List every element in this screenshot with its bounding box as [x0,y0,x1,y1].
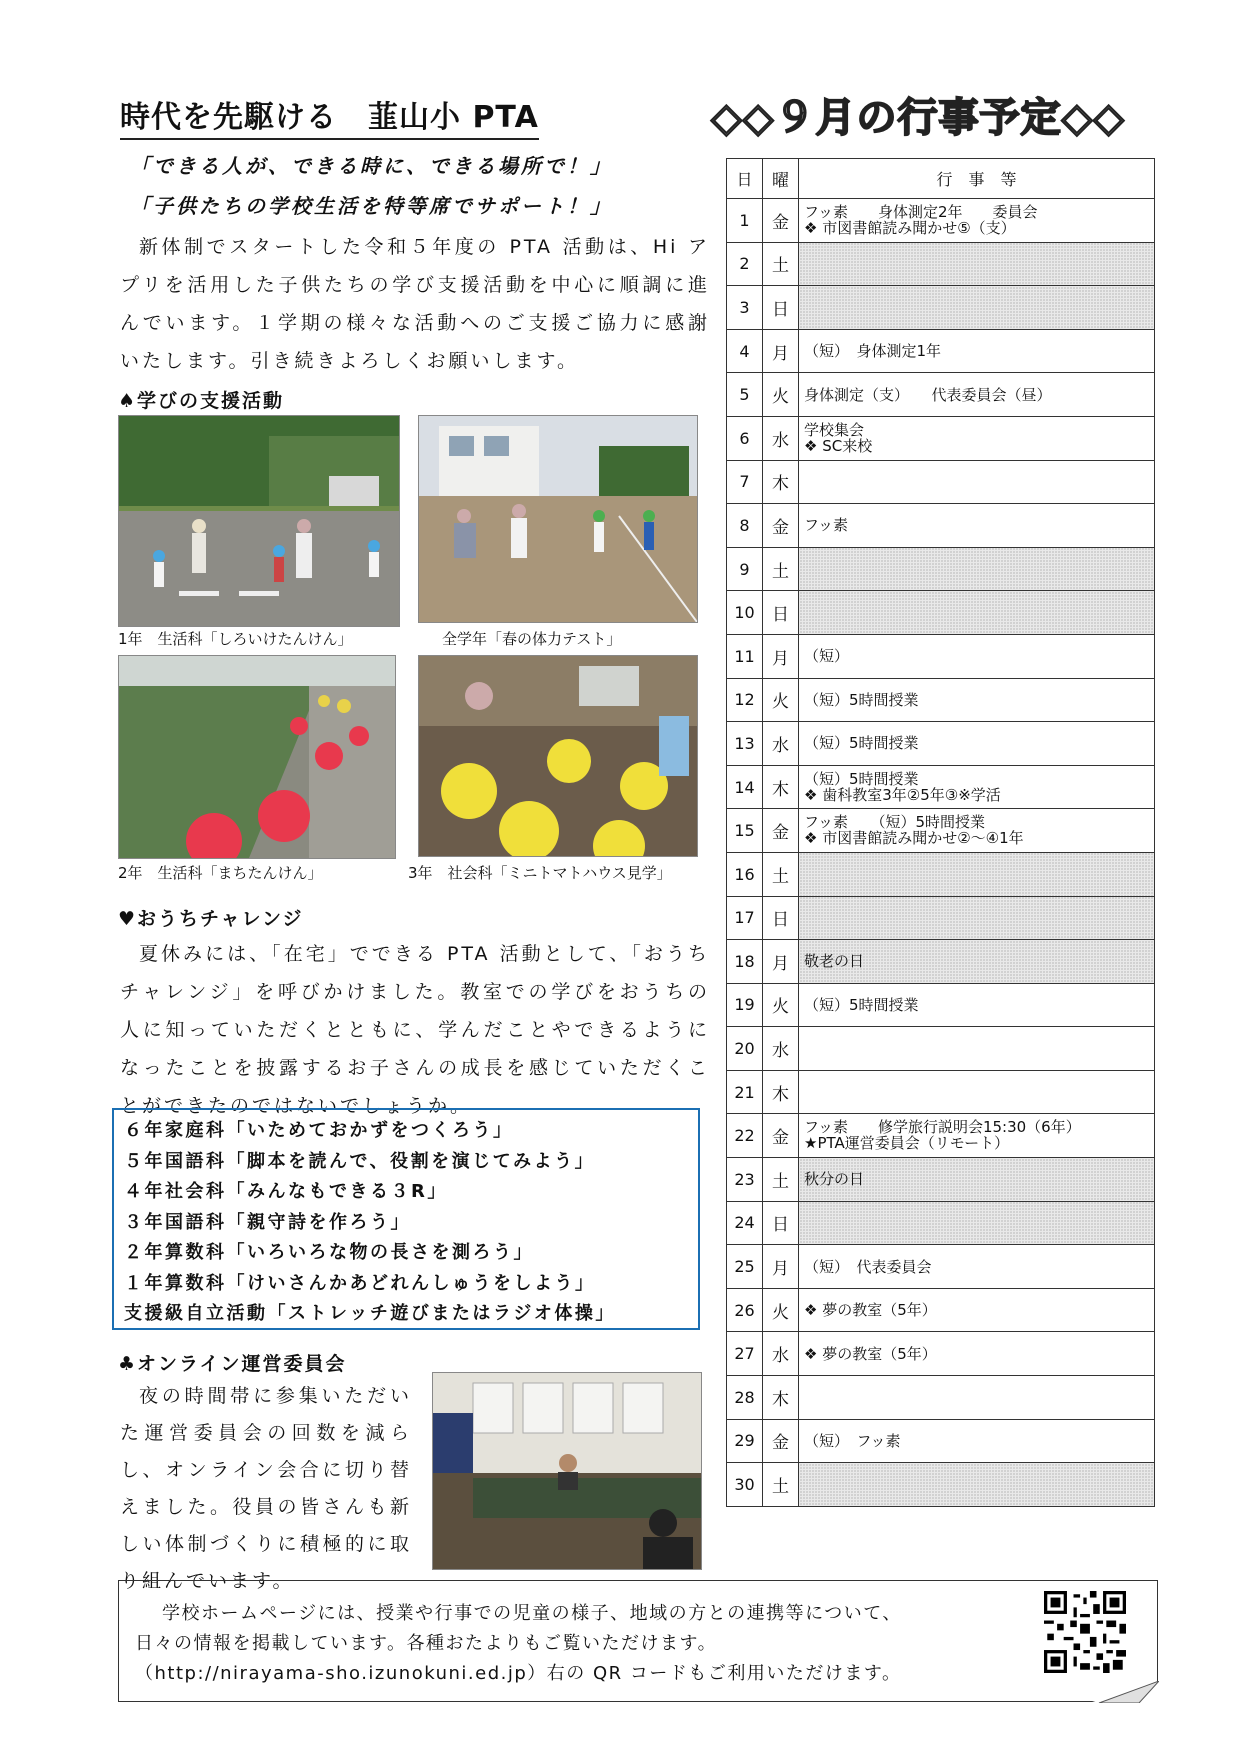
subject-item: ５年国語科「脚本を読んで、役割を演じてみよう」 [124,1150,596,1172]
calendar-events [799,809,1155,853]
subject-item: ６年家庭科「いためておかずをつくろう」 [124,1120,514,1141]
calendar-day: 5 [727,373,763,417]
calendar-event-item: （短）5時間授業 [804,690,919,709]
calendar-events [799,896,1155,940]
calendar-weekday: 土 [763,852,799,896]
calendar-event-item: ❖ 市図書館読み聞かせ②～④1年 [804,829,1024,848]
calendar-row [727,1288,1155,1332]
calendar-day: 1 [727,199,763,243]
calendar-row [727,329,1155,373]
calendar-row [727,1463,1155,1507]
calendar-row [727,1245,1155,1289]
calendar-title-banner [688,82,1148,152]
calendar-day: 21 [727,1070,763,1114]
calendar-day: 29 [727,1419,763,1463]
photo-caption-3: 2年 生活科「まちたんけん」 [118,864,323,882]
calendar-event-item: 敬老の日 [804,952,865,971]
calendar-event-item: ❖ 夢の教室（5年） [804,1301,937,1320]
calendar-event-item: （短） フッ素 [804,1431,901,1450]
calendar-weekday: 日 [763,1201,799,1245]
online-committee-paragraph: 夜の時間帯に参集いただいた運営委員会の回数を減らし、オンライン会合に切り替えました。役員の皆さんも新しい体制づくりに積極的に取り組んでいます。 [120,1385,412,1592]
calendar-event-item: ❖ 夢の教室（5年） [804,1344,937,1363]
calendar-row [727,199,1155,243]
subject-item: ４年社会科「みんなもできる３R」 [124,1181,448,1202]
calendar-events [799,983,1155,1027]
calendar-weekday: 日 [763,591,799,635]
calendar-weekday: 日 [763,286,799,330]
calendar-events [799,940,1155,984]
calendar-event-item: （短） [804,647,850,666]
calendar-day: 2 [727,242,763,286]
slogan-2: 「子供たちの学校生活を特等席でサポート！」 [130,194,613,218]
calendar-weekday: 火 [763,678,799,722]
calendar-events [799,591,1155,635]
header-day: 日 [727,159,763,199]
slogan-1: 「できる人が、できる時に、できる場所で！」 [130,154,613,178]
header-weekday: 曜 [763,159,799,199]
calendar-event-item: 秋分の日 [804,1170,865,1189]
page-curl-decoration [1089,1681,1159,1703]
calendar-day: 16 [727,852,763,896]
calendar-weekday: 火 [763,373,799,417]
page-title: 時代を先駆ける 韮山小 PTA [120,92,539,140]
calendar-weekday: 木 [763,1376,799,1420]
september-event-calendar [726,158,1155,1507]
calendar-day: 23 [727,1158,763,1202]
calendar-event-item: ❖ 市図書館読み聞かせ⑤（支） [804,218,1016,237]
calendar-day: 12 [727,678,763,722]
calendar-event-item: フッ素 [804,516,848,535]
calendar-row [727,678,1155,722]
calendar-row [727,591,1155,635]
section-heading-learning-support: ♠学びの支援活動 [118,390,285,412]
photo-caption-4: 3年 社会科「ミニトマトハウス見学」 [408,864,672,882]
calendar-day: 24 [727,1201,763,1245]
footer-line-1: 学校ホームページには、授業や行事での児童の様子、地域の方との連携等について、 [162,1603,902,1624]
calendar-weekday: 月 [763,940,799,984]
calendar-day: 4 [727,329,763,373]
section-heading-online-committee: ♣オンライン運営委員会 [118,1353,347,1375]
calendar-events [799,286,1155,330]
calendar-weekday: 水 [763,416,799,460]
calendar-events [799,1376,1155,1420]
subject-item: ３年国語科「親守詩を作ろう」 [124,1211,411,1233]
calendar-events [799,1114,1155,1158]
calendar-events [799,678,1155,722]
subject-item: 支援級自立活動「ストレッチ遊びまたはラジオ体操」 [124,1303,616,1324]
calendar-day: 17 [727,896,763,940]
photo-town-exploration-1st-grade [118,415,400,627]
calendar-event-item: フッ素 身体測定2年 委員会 [804,202,1038,221]
calendar-day: 27 [727,1332,763,1376]
calendar-row [727,1201,1155,1245]
calendar-event-item: （短）5時間授業 [804,995,919,1014]
calendar-events [799,242,1155,286]
calendar-weekday: 日 [763,896,799,940]
calendar-day: 10 [727,591,763,635]
calendar-weekday: 土 [763,1158,799,1202]
calendar-day: 3 [727,286,763,330]
calendar-events [799,1332,1155,1376]
calendar-events [799,1027,1155,1071]
calendar-event-item: （短）5時間授業 [804,769,919,788]
subject-item: ２年算数科「いろいろな物の長さを測ろう」 [124,1242,534,1263]
calendar-weekday: 水 [763,722,799,766]
calendar-row [727,765,1155,809]
photo-tomato-greenhouse-3rd-grade [418,655,698,857]
footer-text [135,1599,1015,1689]
calendar-row [727,896,1155,940]
calendar-weekday: 木 [763,460,799,504]
calendar-events [799,852,1155,896]
calendar-row [727,416,1155,460]
calendar-day: 11 [727,634,763,678]
calendar-events [799,373,1155,417]
section-heading-home-challenge: ♥おうちチャレンジ [118,908,304,930]
calendar-events [799,1070,1155,1114]
calendar-row [727,286,1155,330]
calendar-row [727,547,1155,591]
calendar-event-item: フッ素 修学旅行説明会15:30（6年） [804,1118,1081,1137]
calendar-weekday: 金 [763,504,799,548]
calendar-row [727,1419,1155,1463]
calendar-body [727,199,1155,1507]
calendar-row [727,1027,1155,1071]
photo-online-committee-meeting [432,1372,702,1570]
calendar-event-item: （短） 身体測定1年 [804,342,942,361]
calendar-day: 9 [727,547,763,591]
calendar-weekday: 金 [763,199,799,243]
subject-item: １年算数科「けいさんかあどれんしゅうをしよう」 [124,1272,596,1294]
calendar-weekday: 水 [763,1027,799,1071]
calendar-events [799,1245,1155,1289]
calendar-weekday: 土 [763,1463,799,1507]
calendar-row [727,1114,1155,1158]
calendar-weekday: 木 [763,1070,799,1114]
calendar-row [727,852,1155,896]
calendar-events [799,547,1155,591]
intro-paragraph: 新体制でスタートした令和５年度の PTA 活動は、Hi アプリを活用した子供たちの学び支援活動を中心に順調に進んでいます。１学期の様々な活動へのご支援ご協力に感謝いたします。引き続きよろしくお願いします。 [120,236,710,372]
calendar-events [799,634,1155,678]
calendar-events [799,1201,1155,1245]
calendar-row [727,634,1155,678]
calendar-events [799,460,1155,504]
calendar-day: 28 [727,1376,763,1420]
calendar-events [799,504,1155,548]
calendar-row [727,809,1155,853]
calendar-events [799,1463,1155,1507]
calendar-event-item: ❖ 歯科教室3年②5年③※学活 [804,785,1001,804]
footer-line-2: 日々の情報を掲載しています。各種おたよりもご覧いただけます。 [135,1633,718,1654]
calendar-event-item: 学校集会 [804,420,865,439]
calendar-day: 30 [727,1463,763,1507]
footer-notice-box [118,1580,1158,1702]
calendar-header-row [727,159,1155,199]
calendar-weekday: 金 [763,809,799,853]
calendar-weekday: 金 [763,1419,799,1463]
calendar-events [799,722,1155,766]
calendar-row [727,504,1155,548]
calendar-event-item: ★PTA運営委員会（リモート） [804,1134,1010,1153]
calendar-row [727,242,1155,286]
photo-caption-2: 全学年「春の体力テスト」 [442,630,622,648]
calendar-weekday: 火 [763,1288,799,1332]
calendar-day: 14 [727,765,763,809]
home-challenge-paragraph: 夏休みには、「在宅」でできる PTA 活動として、「おうちチャレンジ」を呼びかけました。教室での学びをおうちの人に知っていただくとともに、学んだことやできるようになったことを披露するお子さんの成長を感じていただくことができたのではないでしょうか。 [120,943,710,1117]
header-events: 行 事 等 [799,159,1155,199]
calendar-day: 15 [727,809,763,853]
calendar-row [727,983,1155,1027]
calendar-events [799,199,1155,243]
calendar-weekday: 水 [763,1332,799,1376]
photo-caption-1: 1年 生活科「しろいけたんけん」 [118,630,353,648]
footer-line-3: （http://nirayama-sho.izunokuni.ed.jp）右の QR コードもご利用いただけます。 [135,1663,902,1684]
calendar-events [799,416,1155,460]
calendar-day: 8 [727,504,763,548]
calendar-event-item: ❖ SC来校 [804,436,873,455]
calendar-weekday: 月 [763,329,799,373]
calendar-weekday: 土 [763,242,799,286]
calendar-row [727,722,1155,766]
calendar-row [727,940,1155,984]
calendar-weekday: 月 [763,1245,799,1289]
calendar-row [727,1332,1155,1376]
calendar-event-item: フッ素 （短）5時間授業 [804,813,985,832]
subjects-list-box [112,1108,700,1330]
calendar-weekday: 金 [763,1114,799,1158]
calendar-events [799,1158,1155,1202]
calendar-weekday: 火 [763,983,799,1027]
calendar-weekday: 土 [763,547,799,591]
calendar-day: 25 [727,1245,763,1289]
calendar-row [727,1070,1155,1114]
calendar-weekday: 月 [763,634,799,678]
calendar-events [799,1419,1155,1463]
calendar-day: 7 [727,460,763,504]
calendar-day: 26 [727,1288,763,1332]
calendar-events [799,1288,1155,1332]
calendar-day: 20 [727,1027,763,1071]
calendar-row [727,1376,1155,1420]
calendar-event-item: 身体測定（支） 代表委員会（昼） [804,385,1052,404]
calendar-event-item: （短）5時間授業 [804,734,919,753]
calendar-event-item: （短） 代表委員会 [804,1257,932,1276]
qr-code-icon[interactable] [1044,1591,1126,1673]
calendar-day: 13 [727,722,763,766]
photo-fitness-test-all-grades [418,415,698,623]
calendar-row [727,1158,1155,1202]
calendar-row [727,373,1155,417]
calendar-day: 6 [727,416,763,460]
calendar-day: 22 [727,1114,763,1158]
calendar-events [799,329,1155,373]
calendar-row [727,460,1155,504]
calendar-day: 18 [727,940,763,984]
photo-town-exploration-2nd-grade [118,655,396,859]
calendar-events [799,765,1155,809]
calendar-day: 19 [727,983,763,1027]
calendar-title: ◇◇９月の行事予定◇◇ [710,95,1126,141]
calendar-weekday: 木 [763,765,799,809]
